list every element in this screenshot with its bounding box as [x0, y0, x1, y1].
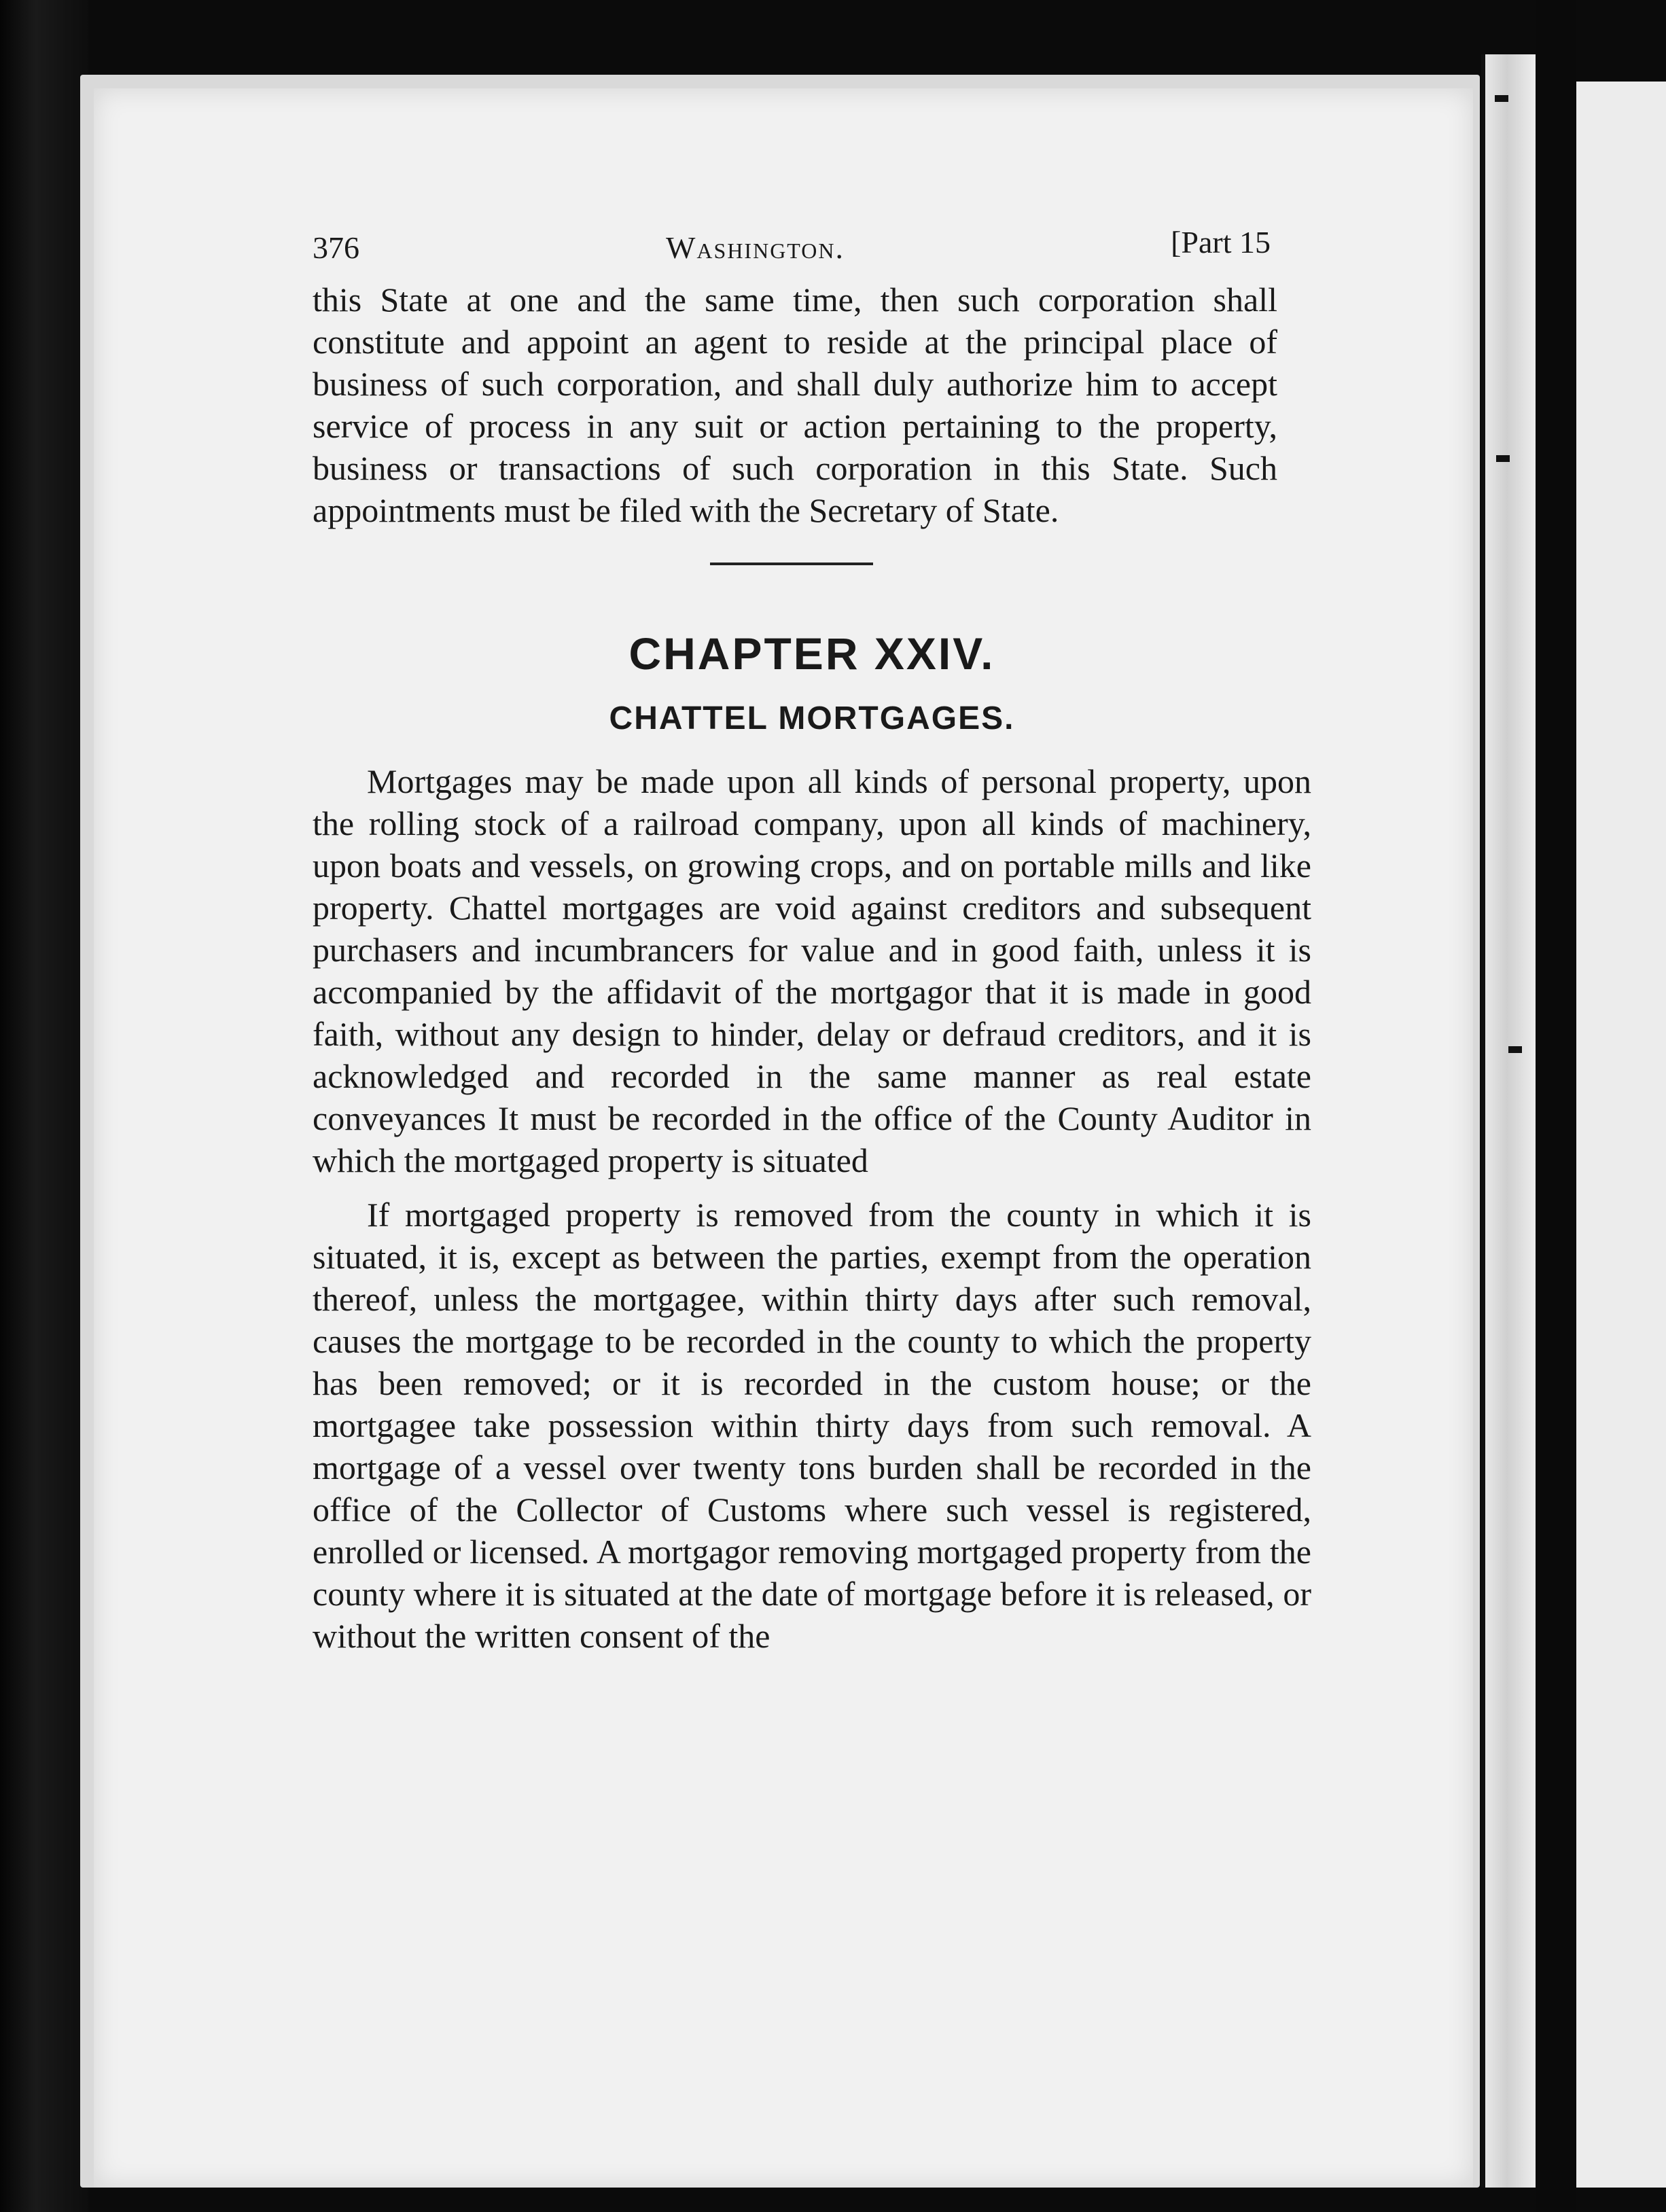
chapter-subtitle: CHATTEL MORTGAGES.: [609, 700, 1015, 736]
edge-mark: [1496, 455, 1510, 462]
body-paragraph: Mortgages may be made upon all kinds of personal property, upon the rolling stock of a railroad company, upon all kinds of machinery, upon boats and vessels, on growing crops, and on portable mills and like property. Chattel mortgages are void against creditors and subsequent purchasers and incumbrancers for value and in good faith, unless it is accompanied by the affidavit of the mortgagor that it is made in good faith, without any design to hinder, delay or defraud creditors, and it is acknowledged and recorded in the same manner as real estate conveyances It must be recorded in the office of the County Auditor in which the mortgaged property is situated: [313, 762, 1311, 1179]
edge-mark: [1495, 95, 1508, 102]
body-paragraph: If mortgaged property is removed from the county in which it is situated, it is, except as between the parties, exempt from the operation thereof, unless the mortgagee, within thirty days after such removal, causes the mortgage to be recorded in the county to which the property has been removed; or it is recorded in the custom house; or the mortgagee take possession within thirty days from such removal. A mortgage of a vessel over twenty tons burden shall be recorded in the office of the Collector of Customs where such vessel is registered, enrolled or licensed. A mortgagor removing mortgaged property from the county where it is situated at the date of mortgage before it is released, or without the written consent of the: [313, 1196, 1311, 1655]
chapter-title: CHAPTER XXIV.: [628, 628, 995, 679]
running-head: [313, 224, 1311, 279]
page-text: [313, 224, 1311, 1657]
page-number: 376: [313, 230, 359, 265]
scan-gutter: [1536, 0, 1576, 2212]
continued-paragraph: this State at one and the same time, then such corporation shall constitute and appoint an agent to reside at the principal place of business of such corporation, and shall duly authorize him to accept service of process in any suit or action pertaining to the property, business or transactions of such corporation in this State. Such appointments must be filed with the Secretary of State.: [313, 281, 1277, 529]
section-divider: [710, 563, 873, 565]
edge-mark: [1508, 1046, 1522, 1053]
scan-binding-edge: [0, 0, 88, 2212]
running-title: Washington.: [666, 230, 845, 265]
part-label: [Part 15: [1171, 225, 1271, 260]
right-page-edge: [1481, 54, 1540, 2188]
facing-page-sliver: [1576, 82, 1666, 2188]
